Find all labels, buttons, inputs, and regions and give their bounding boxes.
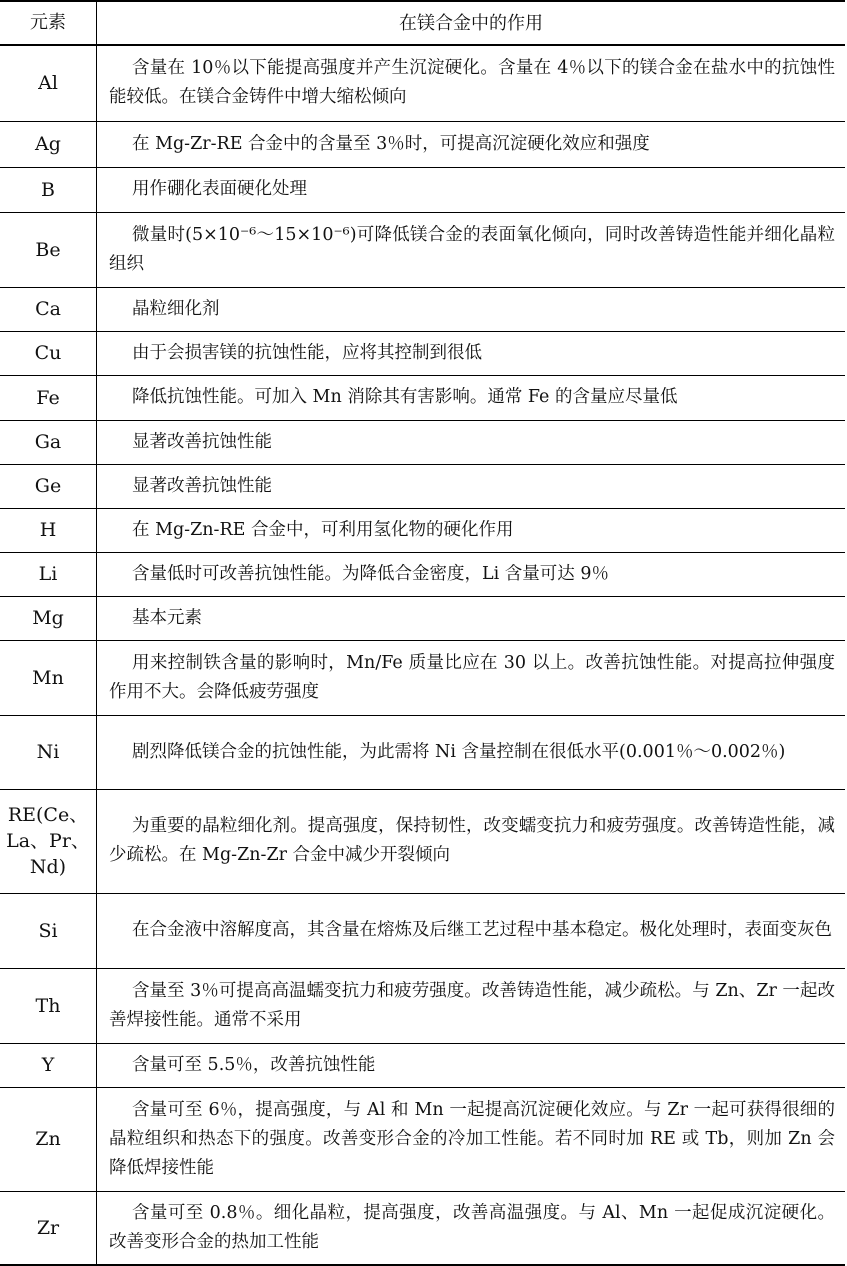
element-cell: Cu	[0, 331, 97, 375]
description-text: 含量可至 6％，提高强度，与 Al 和 Mn 一起提高沉淀硬化效应。与 Zr 一起可获得很细的晶粒组织和热态下的强度。改善变形合金的冷加工性能。若不同时加 RE 或 Tb，则加 Zn 会降低焊接性能	[109, 1099, 835, 1178]
element-cell: Ga	[0, 420, 97, 464]
description-cell	[97, 893, 846, 968]
description-cell	[97, 331, 846, 375]
description-cell	[97, 375, 846, 420]
table-row	[0, 1191, 845, 1265]
element-cell: Be	[0, 212, 97, 287]
description-cell	[97, 968, 846, 1043]
element-cell: Ag	[0, 121, 97, 167]
description-cell	[97, 212, 846, 287]
description-text: 在 Mg-Zn-RE 合金中，可利用氢化物的硬化作用	[132, 519, 514, 540]
table-row	[0, 45, 845, 121]
description-cell	[97, 464, 846, 508]
description-text: 降低抗蚀性能。可加入 Mn 消除其有害影响。通常 Fe 的含量应尽量低	[132, 387, 678, 407]
description-cell	[97, 715, 846, 789]
element-cell: Ge	[0, 464, 97, 508]
element-cell: H	[0, 508, 97, 552]
table-row	[0, 1087, 845, 1191]
description-text: 在 Mg-Zr-RE 合金中的含量至 3％时，可提高沉淀硬化效应和强度	[132, 133, 650, 154]
description-cell	[97, 552, 846, 596]
element-cell: Al	[0, 45, 97, 121]
description-cell	[97, 789, 846, 893]
description-text: 由于会损害镁的抗蚀性能，应将其控制到很低	[132, 342, 482, 363]
table-row	[0, 508, 845, 552]
description-cell	[97, 167, 846, 212]
description-cell	[97, 1191, 846, 1265]
description-cell	[97, 640, 846, 715]
description-text: 剧烈降低镁合金的抗蚀性能，为此需将 Ni 含量控制在很低水平(0.001％～0.002％)	[132, 741, 786, 762]
description-cell	[97, 121, 846, 167]
table-row	[0, 420, 845, 464]
description-text: 用来控制铁含量的影响时，Mn/Fe 质量比应在 30 以上。改善抗蚀性能。对提高拉伸强度作用不大。会降低疲劳强度	[109, 652, 835, 702]
description-text: 用作硼化表面硬化处理	[132, 179, 307, 199]
element-cell: Fe	[0, 375, 97, 420]
element-cell: Ni	[0, 715, 97, 789]
description-text: 晶粒细化剂	[132, 298, 220, 319]
table-body	[0, 45, 845, 1265]
description-text: 为重要的晶粒细化剂。提高强度，保持韧性，改变蠕变抗力和疲劳强度。改善铸造性能，减少疏松。在 Mg-Zn-Zr 合金中减少开裂倾向	[109, 816, 835, 865]
description-cell	[97, 420, 846, 464]
description-cell	[97, 287, 846, 331]
description-text: 含量可至 5.5％，改善抗蚀性能	[132, 1054, 376, 1075]
element-cell: Y	[0, 1043, 97, 1087]
description-text: 含量可至 0.8％。细化晶粒，提高强度，改善高温强度。与 Al、Mn 一起促成沉淀硬化。改善变形合金的热加工性能	[109, 1202, 835, 1252]
table-row	[0, 893, 845, 968]
header-role: 在镁合金中的作用	[97, 1, 846, 45]
description-text: 显著改善抗蚀性能	[132, 431, 272, 452]
element-cell: Zn	[0, 1087, 97, 1191]
description-cell	[97, 596, 846, 640]
table-row	[0, 464, 845, 508]
table-row	[0, 287, 845, 331]
table-row	[0, 167, 845, 212]
table-row	[0, 552, 845, 596]
element-cell: B	[0, 167, 97, 212]
description-cell	[97, 1087, 846, 1191]
element-cell: Mg	[0, 596, 97, 640]
table-row	[0, 375, 845, 420]
element-cell: Ca	[0, 287, 97, 331]
description-text: 显著改善抗蚀性能	[132, 475, 272, 496]
table-row	[0, 1043, 845, 1087]
element-cell: Mn	[0, 640, 97, 715]
table-row	[0, 212, 845, 287]
description-text: 含量至 3％可提高高温蠕变抗力和疲劳强度。改善铸造性能，减少疏松。与 Zn、Zr 一起改善焊接性能。通常不采用	[109, 980, 835, 1030]
description-cell	[97, 1043, 846, 1087]
description-text: 基本元素	[132, 607, 202, 628]
element-cell: Th	[0, 968, 97, 1043]
element-cell: Zr	[0, 1191, 97, 1265]
header-element: 元素	[0, 1, 97, 45]
description-cell	[97, 45, 846, 121]
element-cell: Si	[0, 893, 97, 968]
description-text: 含量在 10％以下能提高强度并产生沉淀硬化。含量在 4％以下的镁合金在盐水中的抗蚀性能较低。在镁合金铸件中增大缩松倾向	[109, 58, 835, 108]
table-row	[0, 715, 845, 789]
table-row	[0, 121, 845, 167]
description-text: 微量时(5×10⁻⁶～15×10⁻⁶)可降低镁合金的表面氧化倾向，同时改善铸造性能并细化晶粒组织	[109, 224, 835, 274]
element-cell: Li	[0, 552, 97, 596]
table-row	[0, 596, 845, 640]
table-header-row	[0, 1, 845, 45]
table-row	[0, 331, 845, 375]
description-text: 在合金液中溶解度高，其含量在熔炼及后继工艺过程中基本稳定。极化处理时，表面变灰色	[132, 920, 832, 940]
table-row	[0, 968, 845, 1043]
description-cell	[97, 508, 846, 552]
element-cell: RE(Ce、La、Pr、Nd)	[0, 789, 97, 893]
table-row	[0, 640, 845, 715]
table-row	[0, 789, 845, 893]
description-text: 含量低时可改善抗蚀性能。为降低合金密度，Li 含量可达 9％	[132, 563, 609, 584]
